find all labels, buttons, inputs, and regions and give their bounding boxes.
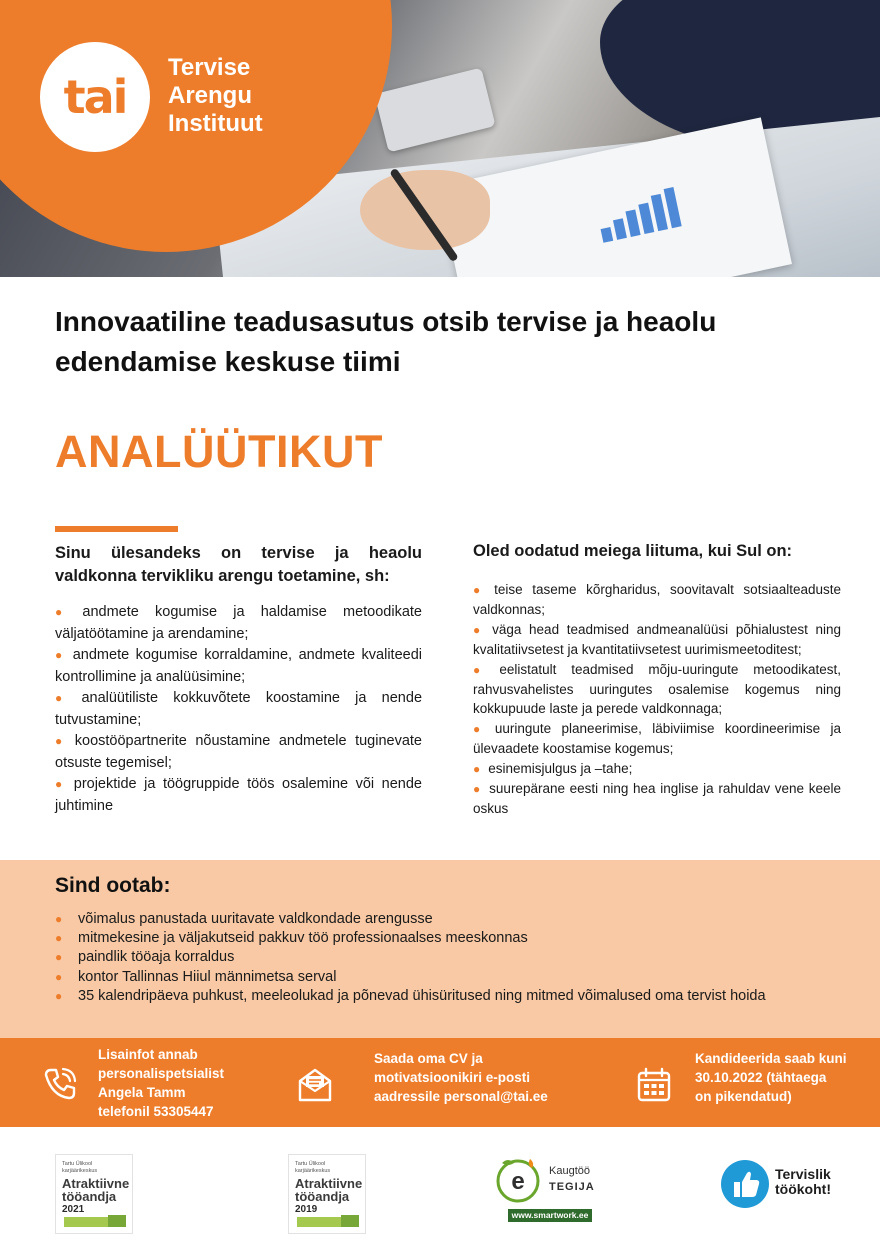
requirements-section: [473, 540, 841, 819]
bullet-icon: ●: [55, 648, 65, 662]
smartwork-badge: [494, 1155, 598, 1225]
contact-info: Lisainfot annab personalispetsialist Angela Tamm telefonil 53305447: [98, 1047, 225, 1119]
badges-row: [0, 1127, 880, 1246]
healthy-workplace-badge: [720, 1157, 842, 1217]
attractive-employer-2021-badge: Tartu Ülikool karjäärikeskus Atraktiivne tööandja 2021: [55, 1154, 133, 1234]
accent-divider: [55, 526, 178, 532]
bullet-icon: ●: [55, 931, 63, 946]
thumbs-up-icon: [720, 1159, 770, 1209]
requirements-title: Oled oodatud meiega liituma, kui Sul on:: [473, 542, 793, 560]
healthy-line-2: töökoht!: [775, 1181, 831, 1197]
bullet-icon: ●: [473, 782, 482, 797]
bullet-icon: ●: [473, 721, 487, 736]
list-item: ● andmete kogumise ja haldamise metoodikate väljatöötamine ja arendamine;: [55, 604, 422, 642]
tasks-section: [55, 542, 422, 817]
list-item: ● andmete kogumise korraldamine, andmete kvaliteedi kontrollimine ja analüüsimine;: [55, 647, 422, 685]
bullet-icon: ●: [55, 969, 63, 984]
tasks-list: [55, 602, 422, 817]
badge-flag: [108, 1215, 126, 1227]
bullet-icon: ●: [55, 912, 63, 926]
list-item: ● eelistatult teadmised mõju-uuringute metoodikatest, rahvusvahelistes uuringutes osalemise kogemus ning kokkupuude laste ja perede valdkonnaga;: [473, 661, 842, 717]
bullet-icon: ●: [55, 777, 66, 791]
hero-calculator: [374, 68, 495, 153]
list-item: ● projektide ja töögruppide töös osalemine või nende juhtimine: [55, 776, 422, 814]
phone-icon: [42, 1066, 78, 1102]
list-item: ● kontor Tallinnas Hiiul männimetsa serval: [55, 968, 775, 987]
bullet-icon: ●: [473, 583, 487, 597]
bullet-icon: ●: [55, 988, 63, 1003]
smartwork-url: www.smartwork.ee: [508, 1209, 592, 1222]
list-item: ● suurepärane eesti ning hea inglise ja rahuldav vene keele oskus: [473, 781, 841, 817]
apply-info: Saada oma CV ja motivatsioonikiri e-posti aadressile personal@tai.ee: [374, 1051, 548, 1104]
list-item: ● esinemisjulgus ja –tahe;: [473, 760, 633, 776]
bullet-icon: ●: [473, 761, 481, 776]
headline: Innovaatiline teadusasutus otsib tervise ja heaolu edendamise keskuse tiimi: [55, 306, 717, 377]
smartwork-main: TEGIJA: [549, 1181, 595, 1193]
logo-line-2: Arengu: [168, 82, 252, 109]
email-icon: [297, 1067, 333, 1103]
bullet-icon: ●: [55, 734, 67, 748]
logo-text: [168, 54, 263, 138]
list-item: ● analüütiliste kokkuvõtete koostamine ja nende tutvustamine;: [55, 690, 423, 728]
requirements-list: [473, 580, 841, 819]
list-item: ● väga head teadmised andmeanalüüsi põhialustest ning kvalitatiivsetest ja kvantitatiivsetest uurimismeetoditest;: [473, 621, 842, 658]
list-item: ● teise taseme kõrgharidus, soovitavalt sotsiaalteaduste valdkonnas;: [473, 582, 842, 618]
bullet-icon: ●: [55, 605, 75, 619]
svg-text:e: e: [511, 1168, 525, 1195]
job-title: ANALÜÜTIKUT: [55, 426, 383, 477]
list-item: ● koostööpartnerite nõustamine andmetele tuginevate otsuste tegemisel;: [55, 733, 422, 771]
logo-mark-text: tai: [63, 70, 127, 124]
hero-photo: [0, 0, 880, 277]
tai-logo-icon: [40, 42, 150, 152]
tasks-title: Sinu ülesandeks on tervise ja heaolu valdkonna tervikliku arengu toetamine, sh:: [55, 544, 422, 585]
list-item: ● võimalus panustada uuritavate valdkondade arengusse: [55, 910, 775, 929]
deadline-info: Kandideerida saab kuni 30.10.2022 (tähtaega on pikendatud): [695, 1051, 847, 1104]
list-item: ● paindlik tööaja korraldus: [55, 948, 775, 967]
healthy-line-1: Tervislik: [775, 1166, 831, 1182]
bullet-icon: ●: [55, 950, 63, 965]
benefits-section: [0, 860, 880, 1038]
bullet-icon: ●: [473, 622, 485, 637]
hero-document: [438, 117, 792, 277]
smartwork-top: Kaugtöö: [549, 1165, 590, 1177]
bullet-icon: ●: [55, 691, 74, 705]
list-item: ● 35 kalendripäeva puhkust, meeleolukad ja põnevad ühisüritused ning mitmed võimalused oma tervist hoida: [55, 987, 775, 1006]
list-item: ● uuringute planeerimise, läbiviimise koordineerimise ja ülevaadete koostamise kogemus;: [473, 720, 841, 757]
bullet-icon: ●: [473, 662, 492, 677]
smartwork-e-icon: [494, 1155, 540, 1205]
list-item: ● mitmekesine ja väljakutseid pakkuv töö professionaalses meeskonnas: [55, 929, 775, 948]
attractive-employer-2019-badge: Tartu Ülikool karjäärikeskus Atraktiivne tööandja 2019: [288, 1154, 366, 1234]
calendar-icon: [636, 1067, 672, 1103]
benefits-title: Sind ootab:: [55, 874, 171, 897]
logo-line-3: Instituut: [168, 110, 263, 137]
badge-flag: [341, 1215, 359, 1227]
benefits-list: [55, 910, 775, 1006]
logo-line-1: Tervise: [168, 54, 251, 81]
contact-bar: [0, 1038, 880, 1127]
